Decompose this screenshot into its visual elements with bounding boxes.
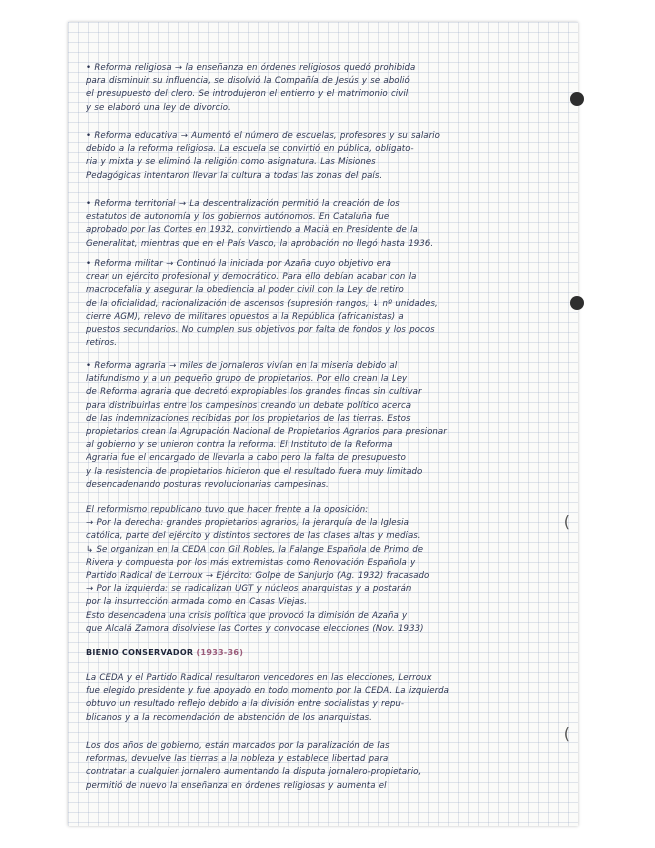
binder-hole: [570, 296, 584, 310]
paragraph-reforma-militar: • Reforma militar → Continuó la iniciada por Azaña cuyo objetivo era crear un ejército profesional y democrático. Para ello debían acabar con la macrocefalia y asegurar la obediencia al poder civil con la Ley de retiro de la oficialidad, racionalización de ascensos (supresión rangos, ↓ nº unidades, cierre AGM), relevo de militares opuestos a la República (africanistas) a puestos secundarios. No cumplen sus objetivos por falta de fondos y los pocos retiros.: [86, 259, 438, 349]
binder-ring-mark: (: [563, 724, 570, 743]
paragraph-oposicion: El reformismo republicano tuvo que hacer frente a la oposición: → Por la derecha: grandes propietarios agrarios, la jerarquía de la Iglesia católica, parte del ejército y distintos sectores de las clases altas y medias. ↳ Se organizan en la CEDA con Gil Robles, la Falange Española de Primo de Rivera y compuesta por los más extremistas como Renovación Española y Partido Radical de Lerroux → Ejército: Golpe de Sanjurjo (Ag. 1932) fracasado → Por la izquierda: se radicalizan UGT y núcleos anarquistas y a postarán por la insurrección armada como en Casas Viejas. Esto desencadena una crisis política que provocó la dimisión de Azaña y que Alcalá Zamora disolviese las Cortes y convocase elecciones (Nov. 1933): [86, 505, 430, 634]
notebook-page: [68, 22, 578, 826]
paragraph-bienio-elecciones: La CEDA y el Partido Radical resultaron vencedores en las elecciones, Lerroux fue elegido presidente y fue apoyado en todo momento por la CEDA. La izquierda obtuvo un resultado reflejo debido a la división entre socialistas y repu- blicanos y a la recomendación de abstención de los anarquistas.: [86, 673, 449, 723]
paragraph-reforma-religiosa: • Reforma religiosa → la enseñanza en órdenes religiosos quedó prohibida para disminuir su influencia, se disolvió la Compañía de Jesús y se abolió el presupuesto del clero. Se introdujeron el entierro y el matrimonio civil y se elaboró una ley de divorcio.: [86, 63, 416, 113]
paragraph-bienio-gobierno: Los dos años de gobierno, están marcados por la paralización de las reformas, devuelve las tierras a la nobleza y establece libertad para contratar a cualquier jornalero aumentando la disputa jornalero-propietario, permitió de nuevo la enseñanza en órdenes religiosas y aumenta el: [86, 741, 422, 791]
paragraph-reforma-educativa: • Reforma educativa → Aumentó el número de escuelas, profesores y su salario debido a la reforma religiosa. La escuela se convirtió en pública, obligato- ria y mixta y se eliminó la religión como asignatura. Las Misiones Pedagógicas intentaron llevar la cultura a todas las zonas del país.: [86, 131, 440, 181]
paragraph-reforma-agraria: • Reforma agraria → miles de jornaleros vivían en la miseria debido al latifundismo y a un pequeño grupo de propietarios. Por ello crean la Ley de Reforma agraria que decretó expropiables los grandes fincas sin cultivar para distribuirlas entre los campesinos creando un debate político acerca de las indemnizaciones recibidas por los propietarios de las tierras. Estos propietarios crean la Agrupación Nacional de Propietarios Agrarios para presionar al gobierno y se unieron contra la reforma. El Instituto de la Reforma Agraria fue el encargado de llevarla a cabo pero la falta de presupuesto y la resistencia de propietarios hicieron que el resultado fuera muy limitado desencadenando posturas revolucionarias campesinas.: [86, 361, 447, 490]
binder-hole: [570, 92, 584, 106]
paragraph-reforma-territorial: • Reforma territorial → La descentralización permitió la creación de los estatutos de autonomía y los gobiernos autónomos. En Cataluña fue aprobado por las Cortes en 1932, convirtiendo a Macià en Presidente de la Generalitat, mientras que en el País Vasco, la aprobación no llegó hasta 1936.: [86, 199, 434, 249]
section-heading-bienio-conservador: BIENIO CONSERVADOR (1933-36): [86, 648, 244, 657]
binder-ring-mark: (: [563, 512, 570, 531]
